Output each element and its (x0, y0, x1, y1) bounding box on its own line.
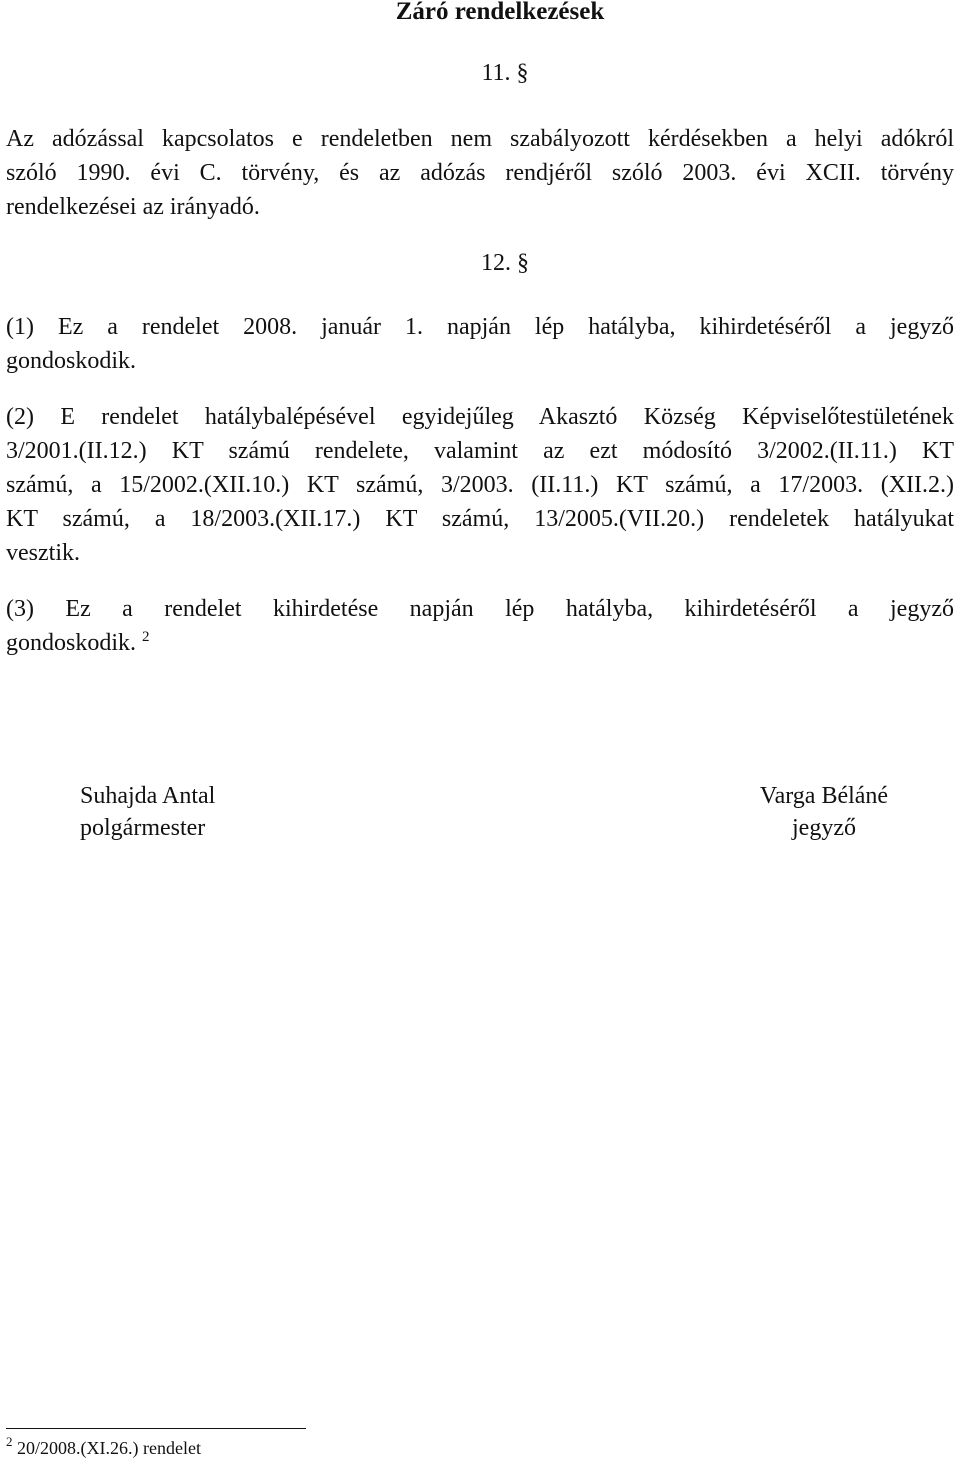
footnote-reference[interactable]: 2 (142, 629, 150, 645)
paragraph-line: vesztik. (6, 540, 80, 566)
section-12-paragraph-1 (6, 310, 954, 378)
paragraph-line: (2) E rendelet hatálybalépésével egyidejűleg Akasztó Község Képviselőtestületének (6, 404, 954, 430)
section-11-text (6, 122, 954, 224)
footnote-text: 20/2008.(XI.26.) rendelet (17, 1438, 201, 1458)
signature-name: Suhajda Antal (80, 783, 216, 809)
paragraph-line (6, 626, 954, 660)
section-11-line: Az adózással kapcsolatos e rendeletben nem szabályozott kérdésekben a helyi adókról (6, 126, 954, 152)
section-11-line: rendelkezései az irányadó. (6, 194, 260, 220)
section-11-line: szóló 1990. évi C. törvény, és az adózás rendjéről szóló 2003. évi XCII. törvény (6, 160, 954, 186)
signature-right (748, 780, 900, 844)
signature-name: Varga Béláné (759, 783, 889, 809)
footnote (6, 1435, 201, 1461)
paragraph-line: (1) Ez a rendelet 2008. január 1. napján lép hatályba, kihirdetéséről a jegyző (6, 314, 954, 340)
signature-left (80, 780, 215, 844)
paragraph-line: gondoskodik. (6, 348, 137, 374)
signature-title: jegyző (792, 815, 856, 841)
paragraph-line: KT számú, a 18/2003.(XII.17.) KT számú, 13/2005.(VII.20.) rendeletek hatályukat (6, 506, 954, 532)
paragraph-line: (3) Ez a rendelet kihirdetése napján lép hatályba, kihirdetéséről a jegyző (6, 596, 954, 622)
section-12-paragraph-3 (6, 592, 954, 660)
footnote-number: 2 (6, 1434, 13, 1449)
paragraph-line-text: gondoskodik. (6, 630, 137, 656)
section-12-number: 12. § (481, 250, 529, 276)
signature-title: polgármester (80, 815, 206, 841)
page-heading: Záró rendelkezések (395, 0, 605, 25)
section-12-paragraph-2 (6, 400, 954, 570)
section-11-number: 11. § (481, 60, 529, 86)
paragraph-line: számú, a 15/2002.(XII.10.) KT számú, 3/2003. (II.11.) KT számú, a 17/2003. (XII.2.) (6, 472, 954, 498)
paragraph-line: 3/2001.(II.12.) KT számú rendelete, valamint az ezt módosító 3/2002.(II.11.) KT (6, 438, 954, 464)
footnote-divider (6, 1428, 306, 1429)
